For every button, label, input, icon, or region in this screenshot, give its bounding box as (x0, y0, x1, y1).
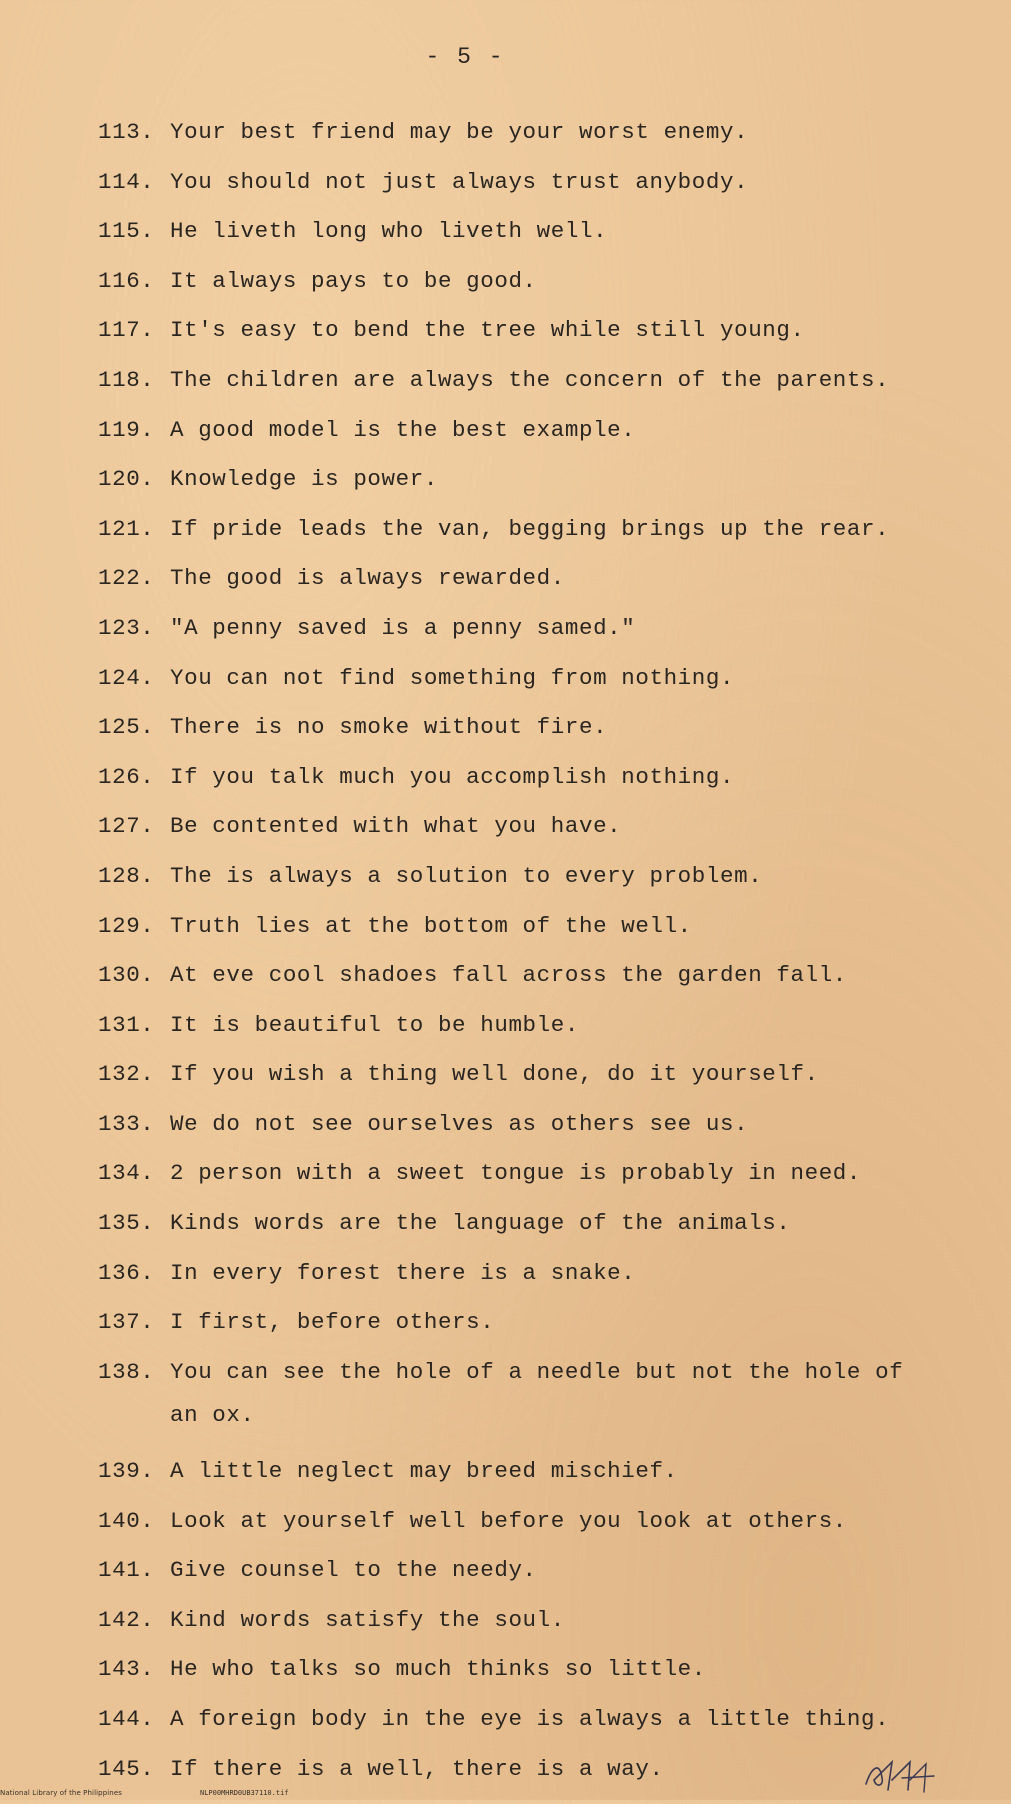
item-number: 117. (98, 317, 155, 344)
item-number: 139. (98, 1458, 155, 1485)
list-item (98, 217, 978, 267)
list-item (98, 1060, 978, 1110)
item-number: 135. (98, 1210, 155, 1237)
item-number: 143. (98, 1656, 155, 1683)
item-number: 118. (98, 366, 155, 393)
item-number: 131. (98, 1011, 155, 1038)
item-text: The good is always rewarded. (170, 565, 565, 592)
list-item (98, 1209, 978, 1259)
item-text: Be contented with what you have. (170, 813, 622, 840)
item-text: If you wish a thing well done, do it yourself. (170, 1061, 819, 1088)
item-text: Kinds words are the language of the animals. (170, 1210, 791, 1237)
item-number: 140. (98, 1507, 155, 1534)
item-text: He who talks so much thinks so little. (170, 1656, 706, 1683)
list-item (98, 465, 978, 515)
list-item (98, 664, 978, 714)
library-credit: National Library of the Philippines (0, 1789, 122, 1797)
item-number: 144. (98, 1706, 155, 1732)
item-text: A little neglect may breed mischief. (170, 1458, 678, 1485)
item-number: 128. (98, 862, 155, 889)
item-text: Your best friend may be your worst enemy. (170, 119, 749, 145)
list-item (98, 713, 978, 763)
list-item (98, 763, 978, 813)
item-text: You should not just always trust anybody. (170, 168, 749, 195)
item-number: 116. (98, 267, 155, 294)
item-text: A foreign body in the eye is always a little thing. (170, 1706, 890, 1732)
item-number: 133. (98, 1110, 155, 1137)
item-text: "A penny saved is a penny samed." (170, 614, 636, 641)
list-item (98, 614, 978, 664)
item-text: Look at yourself well before you look at others. (170, 1507, 847, 1534)
item-text: We do not see ourselves as others see us. (170, 1110, 749, 1137)
item-text: Truth lies at the bottom of the well. (170, 912, 692, 939)
list-item (98, 118, 978, 168)
item-text: In every forest there is a snake. (170, 1259, 636, 1286)
item-number: 124. (98, 664, 155, 691)
item-number: 137. (98, 1309, 155, 1336)
item-text: Knowledge is power. (170, 466, 438, 493)
item-number: 141. (98, 1557, 155, 1584)
item-number: 122. (98, 565, 155, 592)
item-text: The children are always the concern of the parents. (170, 366, 890, 393)
item-number: 145. (98, 1755, 155, 1782)
item-number: 120. (98, 466, 155, 493)
item-text: Give counsel to the needy. (170, 1557, 537, 1584)
list-item (98, 1556, 978, 1606)
handwritten-page-mark (862, 1756, 942, 1794)
list-item (98, 1655, 978, 1705)
item-number: 129. (98, 912, 155, 939)
item-text: If pride leads the van, begging brings up the rear. (170, 515, 890, 542)
list-item (98, 1159, 978, 1209)
list-item (98, 1705, 978, 1755)
list-item (98, 1606, 978, 1656)
item-number: 138. (98, 1358, 155, 1385)
item-number: 115. (98, 218, 155, 245)
item-number: 123. (98, 614, 155, 641)
item-text: If there is a well, there is a way. (170, 1755, 664, 1782)
item-text: At eve cool shadoes fall across the garden fall. (170, 962, 847, 989)
item-number: 142. (98, 1606, 155, 1633)
list-item (98, 515, 978, 565)
list-item (98, 1358, 978, 1457)
item-text: The is always a solution to every problem. (170, 862, 763, 889)
item-text: It is beautiful to be humble. (170, 1011, 579, 1038)
list-item (98, 168, 978, 218)
item-number: 130. (98, 962, 155, 989)
list-item (98, 1457, 978, 1507)
item-text: You can see the hole of a needle but not the hole of an ox. (170, 1358, 904, 1428)
list-item (98, 1507, 978, 1557)
item-text: It always pays to be good. (170, 267, 537, 294)
item-text: A good model is the best example. (170, 416, 636, 443)
item-text: 2 person with a sweet tongue is probably in need. (170, 1160, 862, 1187)
page-number: - 5 - (425, 44, 505, 70)
list-item (98, 912, 978, 962)
item-number: 121. (98, 515, 155, 542)
item-text: You can not find something from nothing. (170, 664, 735, 691)
list-item (98, 862, 978, 912)
item-text: I first, before others. (170, 1309, 495, 1336)
item-text: Kind words satisfy the soul. (170, 1606, 565, 1633)
proverb-list (98, 118, 978, 1804)
list-item (98, 1110, 978, 1160)
list-item (98, 812, 978, 862)
item-number: 125. (98, 714, 155, 741)
item-number: 119. (98, 416, 155, 443)
list-item (98, 1259, 978, 1309)
file-identifier: NLP00MHRD0UB37110.tif (200, 1789, 289, 1797)
item-text: He liveth long who liveth well. (170, 218, 608, 245)
item-number: 134. (98, 1160, 155, 1187)
list-item (98, 366, 978, 416)
item-number: 132. (98, 1061, 155, 1088)
item-text: If you talk much you accomplish nothing. (170, 763, 735, 790)
item-number: 126. (98, 763, 155, 790)
list-item (98, 316, 978, 366)
list-item (98, 267, 978, 317)
item-number: 113. (98, 119, 155, 145)
list-item (98, 1011, 978, 1061)
list-item (98, 961, 978, 1011)
item-number: 136. (98, 1259, 155, 1286)
item-number: 127. (98, 813, 155, 840)
item-text: It's easy to bend the tree while still young. (170, 317, 805, 344)
item-number: 114. (98, 168, 155, 195)
item-text: There is no smoke without fire. (170, 714, 608, 741)
list-item (98, 416, 978, 466)
list-item (98, 564, 978, 614)
